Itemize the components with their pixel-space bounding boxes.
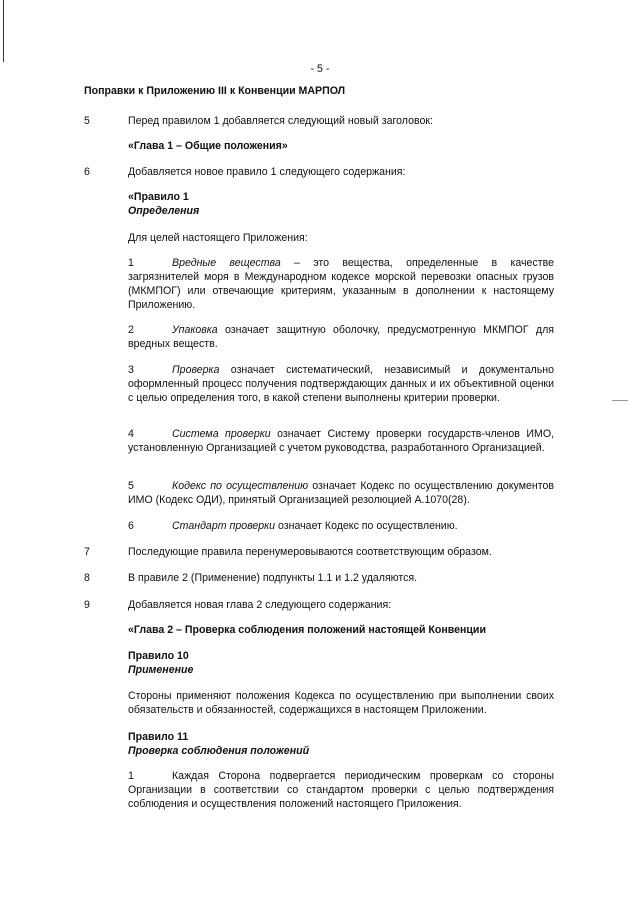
item-number-7: 7 [84, 546, 90, 558]
definition-1 [128, 256, 554, 312]
definition-4 [128, 427, 554, 455]
definition-2 [128, 323, 554, 351]
definition-number: 1 [128, 257, 134, 269]
document-heading: Поправки к Приложению III к Конвенции МАРПОЛ [84, 85, 346, 97]
definition-body: – это вещества, определенные в качестве загрязнителей моря в Международном кодексе морской перевозки опасных грузов (МКМПОГ) или отвечающие критериям, указанным в дополнении к настоящему Приложению. [128, 257, 554, 311]
rule-1-subtitle: Определения [128, 205, 200, 217]
scan-speck [612, 400, 628, 401]
definition-term: Упаковка [172, 324, 218, 336]
item-6-text: Добавляется новое правило 1 следующего содержания: [128, 166, 406, 178]
item-9-text: Добавляется новая глава 2 следующего содержания: [128, 599, 392, 611]
definition-body: означает Кодекс по осуществлению. [275, 520, 458, 532]
definition-6 [128, 519, 554, 533]
rule-10-text: Стороны применяют положения Кодекса по осуществлению при выполнении своих обязательств и обязанностей, содержащихся в настоящем Приложении. [128, 690, 554, 716]
chapter-1-quote: «Глава 1 – Общие положения» [128, 140, 288, 152]
definition-3 [128, 363, 554, 405]
rule-1-title: «Правило 1 [128, 191, 189, 203]
definition-body: означает Кодекс по осуществлению документов ИМО (Кодекс ОДИ), принятый Организацией резолюцией A.1070(28). [128, 480, 554, 506]
definition-term: Стандарт проверки [172, 520, 276, 532]
paragraph-text: Каждая Сторона подвергается периодическим проверкам со стороны Организации в соответствии со стандартом проверки с целью подтверждения соблюдения и осуществления положений настоящего Приложения. [128, 770, 554, 810]
paragraph-number: 1 [128, 770, 134, 782]
item-number-9: 9 [84, 599, 90, 611]
definition-body: означает Систему проверки государств-членов ИМО, установленную Организацией с учетом руководства, разработанного Организацией. [128, 428, 554, 454]
item-number-6: 6 [84, 166, 90, 178]
definition-body: означает систематический, независимый и документально оформленный процесс получения подтверждающих данных и их объективной оценки с целью определения того, в какой степени выполнены критерии проверки. [128, 364, 554, 404]
rule-11-paragraph-1 [128, 769, 554, 811]
item-5-text: Перед правилом 1 добавляется следующий новый заголовок: [128, 115, 433, 127]
definition-5 [128, 479, 554, 507]
definition-number: 2 [128, 324, 134, 336]
item-7-text: Последующие правила перенумеровываются соответствующим образом. [128, 546, 492, 558]
chapter-2-quote: «Глава 2 – Проверка соблюдения положений настоящей Конвенции [128, 624, 486, 636]
rule-10-subtitle: Применение [128, 664, 194, 676]
definition-term: Кодекс по осуществлению [172, 480, 309, 492]
definition-term: Вредные вещества [172, 257, 281, 269]
item-number-8: 8 [84, 572, 90, 584]
item-8-text: В правиле 2 (Применение) подпункты 1.1 и 1.2 удаляются. [128, 572, 418, 584]
definition-body: означает защитную оболочку, предусмотренную МКМПОГ для вредных веществ. [128, 324, 554, 350]
rule-11-title: Правило 11 [128, 731, 189, 743]
definition-term: Проверка [172, 364, 220, 376]
scan-edge-line [3, 0, 4, 62]
definitions-intro: Для целей настоящего Приложения: [128, 232, 308, 244]
definition-term: Система проверки [172, 428, 271, 440]
rule-10-title: Правило 10 [128, 650, 189, 662]
definition-number: 3 [128, 364, 134, 376]
definition-number: 5 [128, 480, 134, 492]
definition-number: 4 [128, 428, 134, 440]
page-number: - 5 - [310, 63, 330, 75]
rule-11-subtitle: Проверка соблюдения положений [128, 745, 310, 757]
item-number-5: 5 [84, 115, 90, 127]
definition-number: 6 [128, 520, 134, 532]
